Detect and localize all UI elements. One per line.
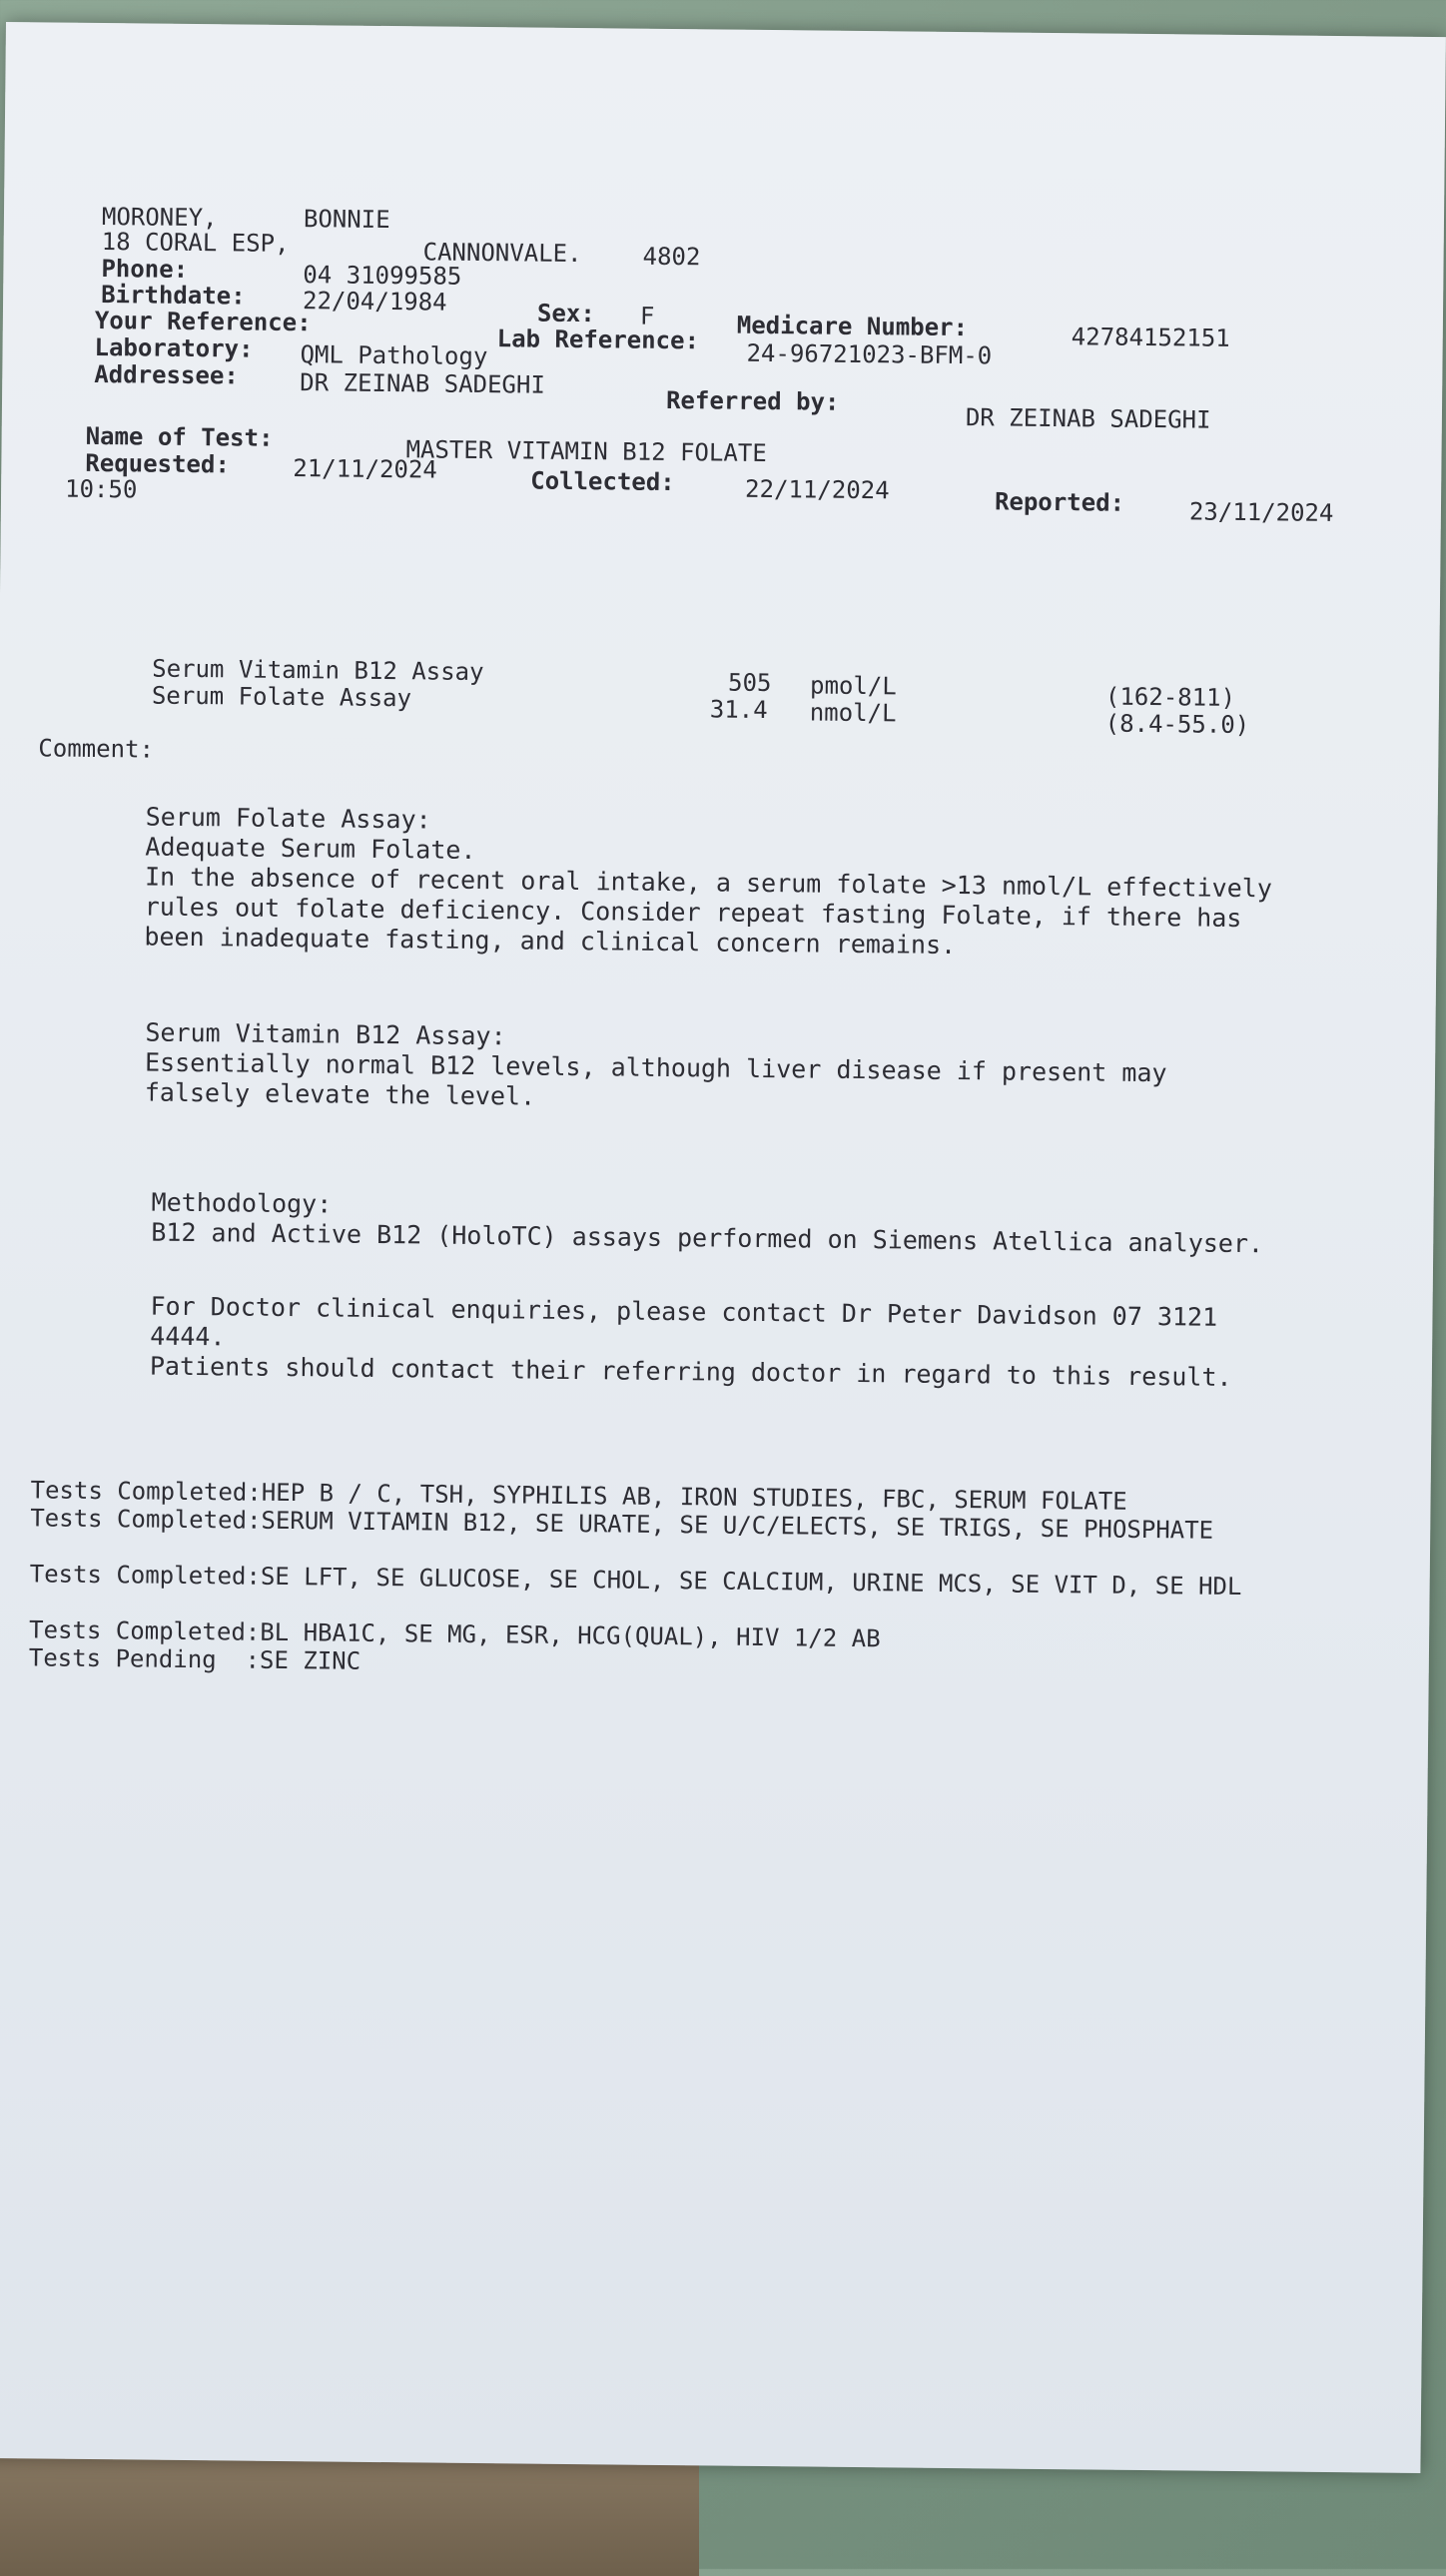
address-postcode: 4802 (642, 242, 701, 272)
address-suburb: CANNONVALE. (422, 238, 582, 269)
result-name: Serum Folate Assay (151, 681, 412, 713)
methodology-heading: Methodology: (151, 1187, 333, 1219)
tests-status-line: Tests Completed:SE LFT, SE GLUCOSE, SE CHOL, SE CALCIUM, URINE MCS, SE VIT D, SE HDL (29, 1560, 1242, 1602)
result-value: 505 (727, 668, 772, 698)
test-name-value: MASTER VITAMIN B12 FOLATE (405, 435, 767, 467)
requested-time: 10:50 (64, 474, 138, 504)
result-name: Serum Vitamin B12 Assay (152, 654, 484, 687)
address-street: 18 CORAL ESP, (101, 228, 290, 258)
b12-heading: Serum Vitamin B12 Assay: (145, 1017, 506, 1051)
lab-reference-label: Lab Reference: (496, 324, 700, 355)
sex-value: F (639, 302, 655, 330)
folate-heading: Serum Folate Assay: (145, 802, 431, 835)
collected-label: Collected: (530, 466, 675, 497)
referred-by-value: DR ZEINAB SADEGHI (965, 403, 1211, 434)
patient-advice-text: Patients should contact their referring doctor in regard to this result. (149, 1351, 1232, 1392)
patient-given-name: BONNIE (303, 205, 390, 235)
addressee-label: Addressee: (94, 359, 239, 390)
reported-label: Reported: (994, 487, 1125, 517)
collected-value: 22/11/2024 (744, 474, 890, 505)
requested-label: Requested: (85, 448, 231, 479)
comment-label: Comment: (38, 734, 155, 764)
tests-status-line: Tests Completed:SERUM VITAMIN B12, SE URATE, SE U/C/ELECTS, SE TRIGS, SE PHOSPHATE (30, 1504, 1214, 1545)
laboratory-label: Laboratory: (94, 332, 254, 363)
phone-label: Phone: (101, 255, 189, 284)
result-range: (8.4-55.0) (1104, 709, 1250, 740)
result-unit: nmol/L (809, 698, 897, 728)
lab-reference-value: 24-96721023-BFM-0 (746, 338, 993, 370)
result-unit: pmol/L (809, 671, 897, 701)
tests-status-line: Tests Completed:HEP B / C, TSH, SYPHILIS AB, IRON STUDIES, FBC, SERUM FOLATE (30, 1476, 1127, 1516)
folate-comment: In the absence of recent oral intake, a serum folate >13 nmol/L effectively rules out folate deficiency. Consider repeat fasting Folate, if there has been inadequate fasting, and clinical concern remains. (144, 862, 1288, 961)
addressee-value: DR ZEINAB SADEGHI (300, 368, 546, 399)
birthdate-value: 22/04/1984 (302, 287, 447, 317)
referred-by-label: Referred by: (665, 385, 840, 416)
requested-date: 21/11/2024 (293, 454, 437, 484)
reported-value: 23/11/2024 (1188, 497, 1334, 527)
birthdate-label: Birthdate: (100, 281, 246, 311)
methodology-text: B12 and Active B12 (HoloTC) assays performed on Siemens Atellica analyser. (151, 1217, 1264, 1259)
enquiry-text: For Doctor clinical enquiries, please contact Dr Peter Davidson 07 3121 4444. (150, 1291, 1233, 1352)
phone-value: 04 31099585 (303, 261, 462, 291)
sex-label: Sex: (536, 299, 595, 328)
lab-report-page (0, 22, 1446, 2473)
tests-status-line: Tests Completed:BL HBA1C, SE MG, ESR, HCG(QUAL), HIV 1/2 AB (28, 1615, 881, 1653)
medicare-value: 42784152151 (1071, 322, 1230, 352)
patient-surname: MORONEY, (101, 203, 218, 233)
test-name-label: Name of Test: (85, 421, 274, 452)
folate-line1: Adequate Serum Folate. (145, 832, 476, 865)
medicare-label: Medicare Number: (736, 311, 969, 342)
b12-comment: Essentially normal B12 levels, although liver disease if present may falsely elevate the level. (144, 1047, 1182, 1111)
laboratory-value: QML Pathology (300, 340, 488, 371)
result-value: 31.4 (709, 695, 768, 725)
your-reference-label: Your Reference: (94, 306, 312, 337)
result-range: (162-811) (1104, 682, 1236, 712)
tests-status-line: Tests Pending :SE ZINC (28, 1643, 362, 1675)
